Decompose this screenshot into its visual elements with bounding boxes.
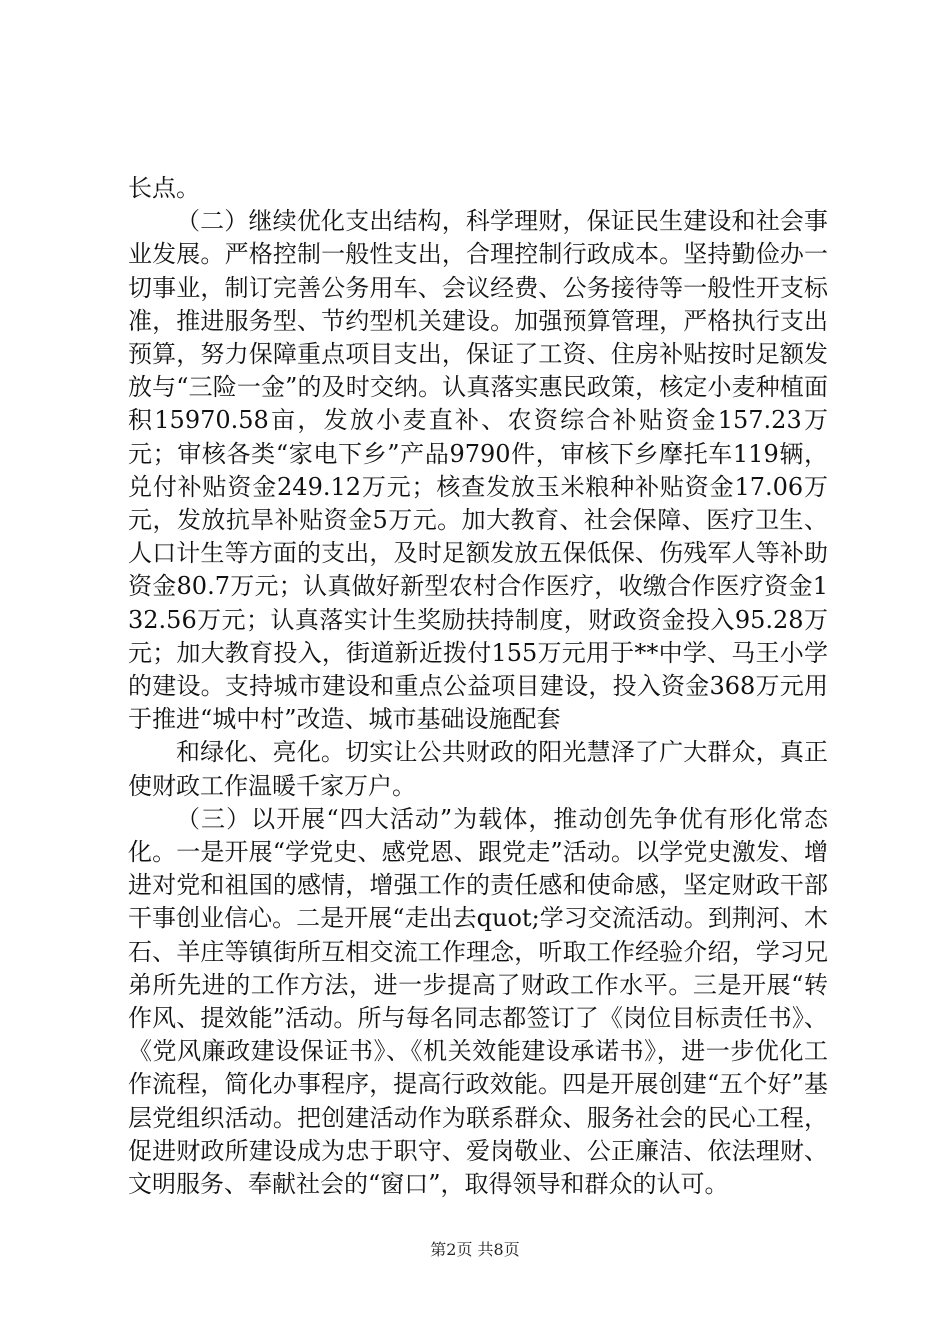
page-footer: 第2页 共8页 <box>430 1240 520 1259</box>
document-body <box>128 172 828 1201</box>
paragraph-section-three: （三）以开展“四大活动”为载体，推动创先争优有形化常态化。一是开展“学党史、感党恩、跟党走”活动。以学党史激发、增进对党和祖国的感情，增强工作的责任感和使命感，坚定财政干部干事创业信心。二是开展“走出去quot;学习交流活动。到荆河、木石、羊庄等镇街所互相交流工作理念，听取工作经验介绍，学习兄弟所先进的工作方法，进一步提高了财政工作水平。三是开展“转作风、提效能”活动。所与每名同志都签订了《岗位目标责任书》、《党风廉政建设保证书》、《机关效能建设承诺书》，进一步优化工作流程，简化办事程序，提高行政效能。四是开展创建“五个好”基层党组织活动。把创建活动作为联系群众、服务社会的民心工程，促进财政所建设成为忠于职守、爱岗敬业、公正廉洁、依法理财、文明服务、奉献社会的“窗口”，取得领导和群众的认可。 <box>128 804 828 1199</box>
paragraph-section-two-end: 和绿化、亮化。切实让公共财政的阳光慧泽了广大群众，真正使财政工作温暖千家万户。 <box>128 738 828 800</box>
paragraph-continuation: 长点。 <box>128 174 200 202</box>
paragraph-section-two: （二）继续优化支出结构，科学理财，保证民生建设和社会事业发展。严格控制一般性支出，合理控制行政成本。坚持勤俭办一切事业，制订完善公务用车、会议经费、公务接待等一般性开支标准，推进服务型、节约型机关建设。加强预算管理，严格执行支出预算，努力保障重点项目支出，保证了工资、住房补贴按时足额发放与“三险一金”的及时交纳。认真落实惠民政策，核定小麦种植面积15970.58亩，发放小麦直补、农资综合补贴资金157.23万元；审核各类“家电下乡”产品9790件，审核下乡摩托车119辆，兑付补贴资金249.12万元；核查发放玉米粮种补贴资金17.06万元，发放抗旱补贴资金5万元。加大教育、社会保障、医疗卫生、人口计生等方面的支出，及时足额发放五保低保、伤残军人等补助资金80.7万元；认真做好新型农村合作医疗，收缴合作医疗资金132.56万元；认真落实计生奖励扶持制度，财政资金投入95.28万元；加大教育投入，街道新近拨付155万元用于**中学、马王小学的建设。支持城市建设和重点公益项目建设，投入资金368万元用于推进“城中村”改造、城市基础设施配套 <box>128 207 828 734</box>
